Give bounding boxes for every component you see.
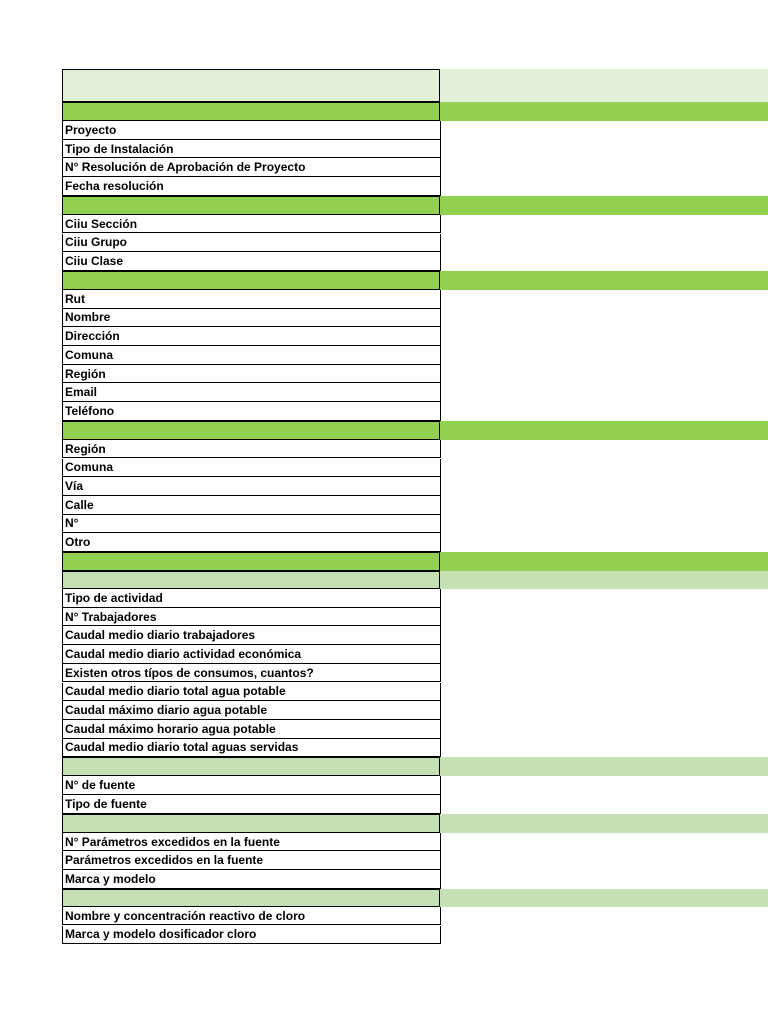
form-row [62,533,441,552]
form-row [62,926,441,945]
form-row [62,290,441,309]
field-label[interactable]: Caudal medio diario total aguas servidas [62,739,441,758]
form-row [62,515,441,534]
form-row [62,234,441,253]
form-row [62,626,441,645]
field-label[interactable]: Marca y modelo [62,870,441,889]
section-header-cell[interactable] [62,69,440,102]
form-row [62,252,441,271]
field-label[interactable]: Fecha resolución [62,177,441,196]
form-row [62,383,441,402]
field-label[interactable]: Comuna [62,459,441,478]
form-row [62,121,441,140]
field-label[interactable]: Caudal máximo horario agua potable [62,720,441,739]
form-row [62,701,441,720]
form-row [62,683,441,702]
section-header-cell[interactable] [62,552,440,571]
form-row [62,440,441,459]
form-row [62,477,441,496]
field-label[interactable]: N° Resolución de Aprobación de Proyecto [62,158,441,177]
section-header-cell[interactable] [62,271,440,290]
form-row [62,720,441,739]
field-label[interactable]: Tipo de fuente [62,795,441,814]
section-header-band [62,889,768,907]
field-label[interactable]: N° Trabajadores [62,608,441,627]
section-header-band [62,552,768,571]
form-row [62,608,441,627]
field-label[interactable]: Tipo de Instalación [62,140,441,159]
field-label[interactable]: Vía [62,477,441,496]
form-row [62,496,441,515]
section-header-cell[interactable] [62,757,440,776]
field-label[interactable]: Teléfono [62,402,441,421]
section-header-band [62,421,768,440]
form-row [62,795,441,814]
title-band [62,69,768,102]
field-label[interactable]: Parámetros excedidos en la fuente [62,851,441,870]
form-row [62,402,441,421]
field-label[interactable]: Existen otros típos de consumos, cuantos? [62,664,441,683]
form-row [62,907,441,926]
field-label[interactable]: Caudal medio diario trabajadores [62,626,441,645]
form-row [62,870,441,889]
section-header-cell[interactable] [62,571,440,589]
field-label[interactable]: Caudal máximo diario agua potable [62,701,441,720]
form-row [62,776,441,795]
section-header-band [62,196,768,215]
section-header-cell[interactable] [62,102,440,121]
section-header-cell[interactable] [62,196,440,215]
form-row [62,309,441,328]
form-row [62,158,441,177]
field-label[interactable]: Ciiu Clase [62,252,441,271]
field-label[interactable]: Región [62,440,441,459]
section-header-band [62,814,768,833]
form-row [62,739,441,758]
field-label[interactable]: Tipo de actividad [62,589,441,608]
field-label[interactable]: Ciiu Sección [62,215,441,234]
form-row [62,346,441,365]
section-header-cell[interactable] [62,889,440,907]
form-row [62,215,441,234]
form-row [62,645,441,664]
section-header-cell[interactable] [62,814,440,833]
field-label[interactable]: Nombre [62,309,441,328]
form-row [62,589,441,608]
section-header-band [62,757,768,776]
field-label[interactable]: Calle [62,496,441,515]
form-row [62,365,441,384]
field-label[interactable]: Dirección [62,327,441,346]
field-label[interactable]: Otro [62,533,441,552]
section-header-band [62,571,768,589]
field-label[interactable]: Marca y modelo dosificador cloro [62,926,441,945]
field-label[interactable]: Caudal medio diario total agua potable [62,683,441,702]
field-label[interactable]: Ciiu Grupo [62,234,441,253]
form-row [62,833,441,852]
field-label[interactable]: Región [62,365,441,384]
field-label[interactable]: Comuna [62,346,441,365]
section-header-cell[interactable] [62,421,440,440]
field-label[interactable]: Caudal medio diario actividad económica [62,645,441,664]
section-header-band [62,271,768,290]
field-label[interactable]: Rut [62,290,441,309]
form-row [62,459,441,478]
field-label[interactable]: N° de fuente [62,776,441,795]
form-row [62,664,441,683]
form-row [62,140,441,159]
field-label[interactable]: Proyecto [62,121,441,140]
form-row [62,851,441,870]
section-header-band [62,102,768,121]
form-row [62,177,441,196]
field-label[interactable]: N° Parámetros excedidos en la fuente [62,833,441,852]
field-label[interactable]: N° [62,515,441,534]
form-row [62,327,441,346]
field-label[interactable]: Nombre y concentración reactivo de cloro [62,907,441,926]
field-label[interactable]: Email [62,383,441,402]
